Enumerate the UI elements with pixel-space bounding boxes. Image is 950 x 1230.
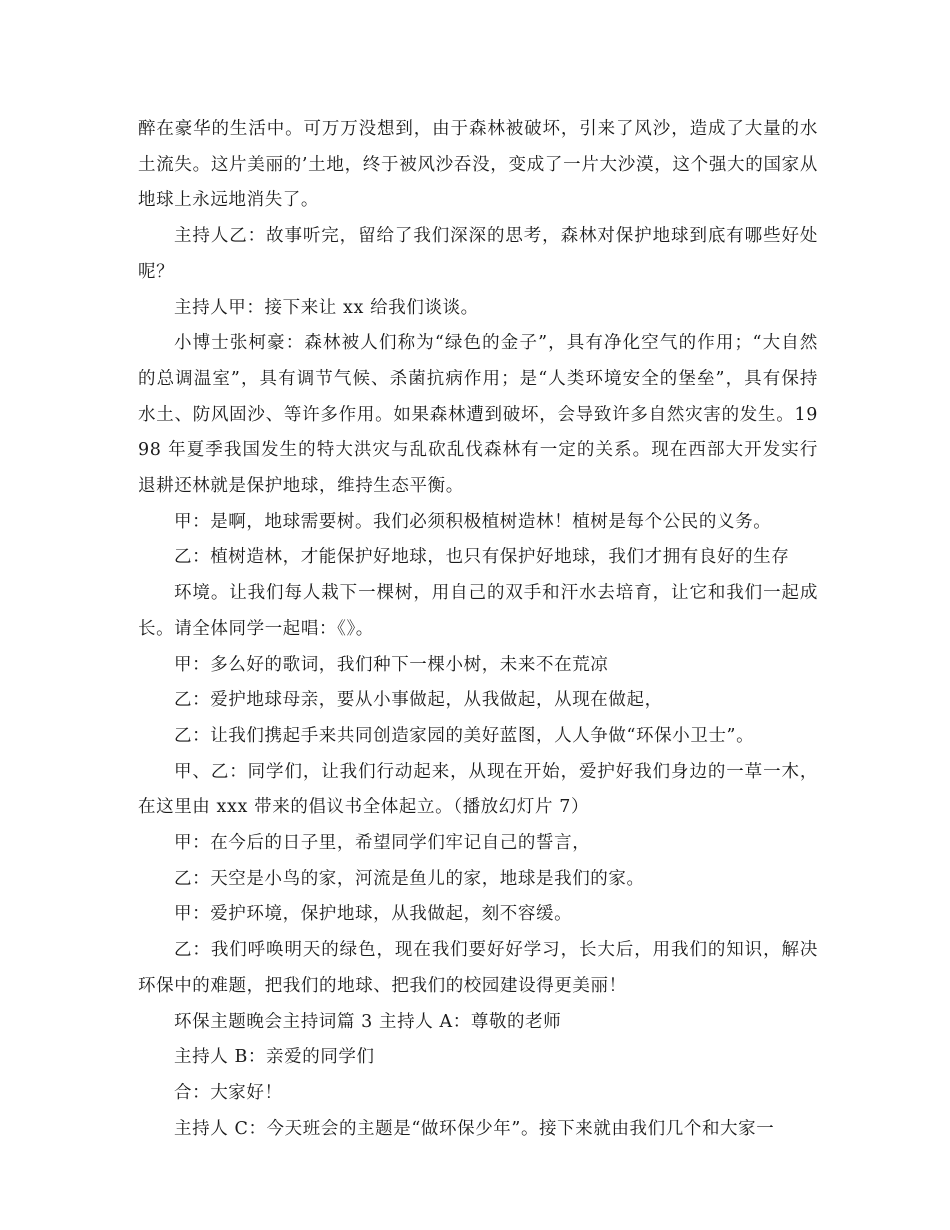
paragraph: 醉在豪华的生活中。可万万没想到，由于森林被破坏，引来了风沙，造成了大量的水土流失。这片美丽的’土地，终于被风沙吞没，变成了一片大沙漠，这个强大的国家从地球上永远地消失了。 — [138, 119, 818, 211]
paragraph: 甲：是啊，地球需要树。我们必须积极植树造林！植树是每个公民的义务。 — [174, 511, 772, 532]
paragraph: 甲：爱护环境，保护地球，从我做起，刻不容缓。 — [174, 904, 573, 925]
paragraph: 甲：在今后的日子里，希望同学们牢记自己的誓言， — [174, 833, 591, 854]
paragraph: 乙：我们呼唤明天的绿色，现在我们要好好学习，长大后，用我们的知识，解决环保中的难题，把我们的地球、把我们的校园建设得更美丽！ — [138, 940, 818, 996]
paragraph: 主持人 B：亲爱的同学们 — [174, 1047, 375, 1068]
paragraph: 环保主题晚会主持词篇 3 主持人 A：尊敬的老师 — [174, 1011, 562, 1032]
paragraph: 主持人 C：今天班会的主题是“做环保少年”。接下来就由我们几个和大家一 — [174, 1118, 775, 1139]
paragraph: 主持人甲：接下来让 xx 给我们谈谈。 — [174, 297, 479, 318]
paragraph: 乙：让我们携起手来共同创造家园的美好蓝图，人人争做“环保小卫士”。 — [174, 725, 755, 746]
document-body — [138, 112, 818, 1147]
paragraph: 环境。让我们每人栽下一棵树，用自己的双手和汗水去培育，让它和我们一起成长。请全体同学一起唱：《》。 — [138, 583, 818, 639]
paragraph: 合：大家好！ — [174, 1082, 283, 1103]
paragraph: 主持人乙：故事听完，留给了我们深深的思考，森林对保护地球到底有哪些好处呢？ — [138, 226, 818, 282]
paragraph: 乙：天空是小鸟的家，河流是鱼儿的家，地球是我们的家。 — [174, 868, 645, 889]
paragraph: 乙：植树造林，才能保护好地球，也只有保护好地球，我们才拥有良好的生存 — [174, 547, 790, 568]
paragraph: 小博士张柯豪：森林被人们称为“绿色的金子”，具有净化空气的作用；“大自然的总调温室”，具有调节气候、杀菌抗病作用；是“人类环境安全的堡垒”，具有保持水土、防风固沙、等许多作用。如果森林遭到破坏，会导致许多自然灾害的发生。1998 年夏季我国发生的特大洪灾与乱砍乱伐森林有一定的关系。现在西部大开发实行退耕还林就是保护地球，维持生态平衡。 — [138, 333, 818, 497]
paragraph: 乙：爱护地球母亲，要从小事做起，从我做起，从现在做起， — [174, 690, 663, 711]
paragraph: 甲、乙：同学们，让我们行动起来，从现在开始，爱护好我们身边的一草一木，在这里由 xxx 带来的倡议书全体起立。（播放幻灯片 7） — [138, 761, 818, 818]
paragraph: 甲：多么好的歌词，我们种下一棵小树，未来不在荒凉 — [174, 654, 609, 675]
